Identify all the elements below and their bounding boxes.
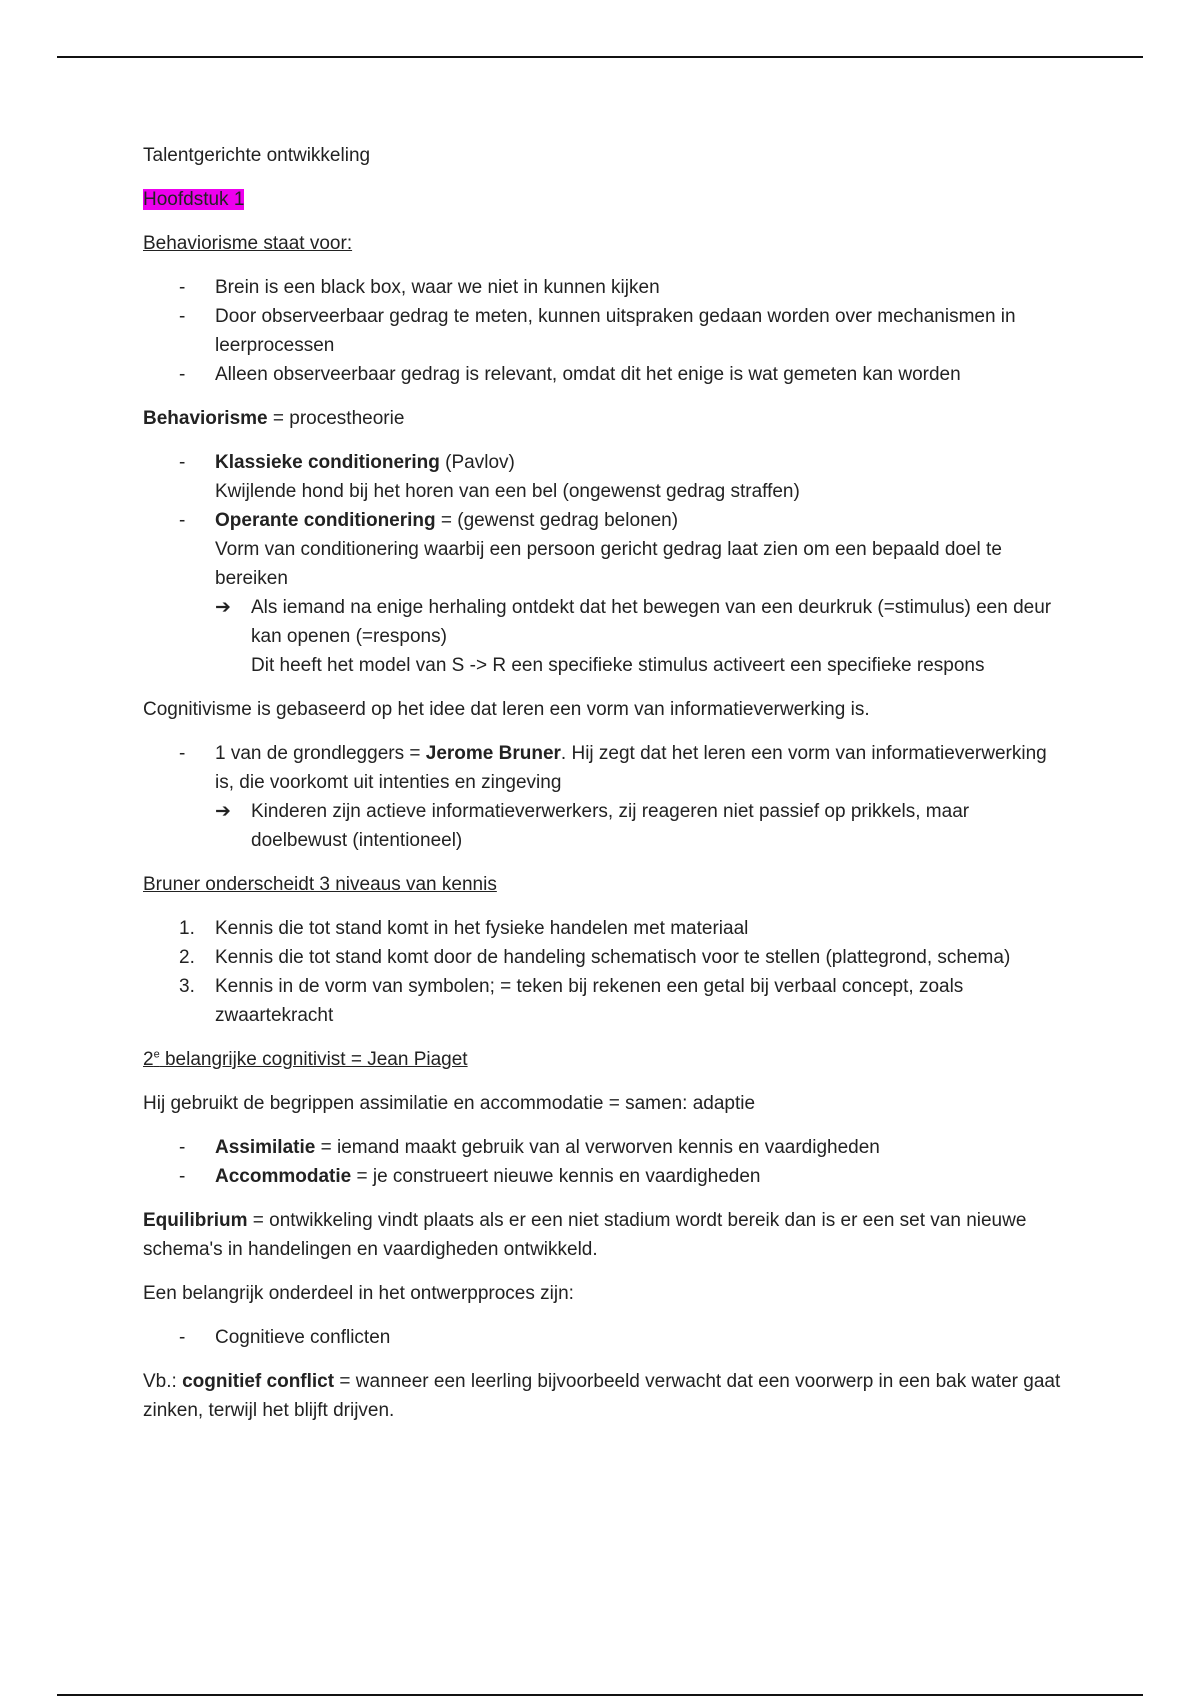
dash-bullet: - [179,364,186,385]
term: Operante conditionering [215,510,436,531]
list-item: - Brein is een black box, waar we niet in kunnen kijken [143,273,1063,302]
list-item: - Assimilatie = iemand maakt gebruik van al verworven kennis en vaardigheden [143,1133,1063,1162]
arrow-icon: ➔ [215,801,231,822]
header-rule [57,56,1143,58]
list-item: - Alleen observeerbaar gedrag is relevant, omdat dit het enige is wat gemeten kan worden [143,360,1063,389]
piaget-heading: 2e belangrijke cognitivist = Jean Piaget [143,1048,468,1070]
dash-bullet: - [179,1137,186,1158]
list-item: - Accommodatie = je construeert nieuwe kennis en vaardigheden [143,1162,1063,1191]
term: Accommodatie [215,1166,352,1187]
chapter-highlight: Hoofdstuk 1 [143,189,245,210]
adaptie-list [143,1133,1063,1191]
term: Behaviorisme [143,408,268,429]
arrow-icon: ➔ [215,597,231,618]
dash-bullet: - [179,277,186,298]
dash-bullet: - [179,1166,186,1187]
behaviorisme-list [143,273,1063,389]
dash-bullet: - [179,306,186,327]
conditionering-list [143,448,1063,680]
list-item: - 1 van de grondleggers = Jerome Bruner. Hij zegt dat het leren een vorm van informatieverwerking is, die voorkomt uit intenties en zingeving ➔ Kinderen zijn actieve informatieverwerkers, zij reageren niet passief op prikkels, maar doelbewust (intentioneel) [143,739,1063,855]
dash-bullet: - [179,1327,186,1348]
piaget-intro: Hij gebruikt de begrippen assimilatie en accommodatie = samen: adaptie [143,1093,756,1114]
term: Jerome Bruner [425,743,561,764]
arrow-item: ➔ Kinderen zijn actieve informatieverwerkers, zij reageren niet passief op prikkels, maar doelbewust (intentioneel) [215,797,1063,855]
dash-bullet: - [179,743,186,764]
term: Klassieke conditionering [215,452,440,473]
example-line: Vb.: cognitief conflict = wanneer een leerling bijvoorbeeld verwacht dat een voorwerp in een bak water gaat zinken, terwijl het blijft drijven. [143,1371,1061,1421]
dash-bullet: - [179,510,186,531]
list-item-operant: - Operante conditionering = (gewenst gedrag belonen) Vorm van conditionering waarbij een persoon gericht gedrag laat zien om een bepaald doel te bereiken ➔ Als iemand na enige herhaling ontdekt dat het bewegen van een deurkruk (=stimulus) een deur kan openen (=respons) Dit heeft het model van S -> R een specifieke stimulus activeert een specifieke respons [143,506,1063,680]
term: Equilibrium [143,1210,248,1231]
dash-bullet: - [179,452,186,473]
procestheorie-line: Behaviorisme = procestheorie [143,408,405,429]
chapter-heading [143,185,1063,214]
footer-rule [57,1694,1143,1696]
document-body [143,141,1063,1440]
bruner-list [143,739,1063,855]
list-item: 3. Kennis in de vorm van symbolen; = teken bij rekenen een getal bij verbaal concept, zoals zwaartekracht [179,976,964,1026]
ontwerp-line: Een belangrijk onderdeel in het ontwerpproces zijn: [143,1283,574,1304]
arrow-item: ➔ Als iemand na enige herhaling ontdekt dat het bewegen van een deurkruk (=stimulus) een deur kan openen (=respons) Dit heeft het model van S -> R een specifieke stimulus activeert een specifieke respons [215,593,1063,680]
list-item: - Door observeerbaar gedrag te meten, kunnen uitspraken gedaan worden over mechanismen in leerprocessen [143,302,1063,360]
term: cognitief conflict [182,1371,335,1392]
ontwerp-list [143,1323,1063,1352]
list-item-klassiek: - Klassieke conditionering (Pavlov) Kwijlende hond bij het horen van een bel (ongewenst gedrag straffen) [143,448,1063,506]
document-title: Talentgerichte ontwikkeling [143,145,371,166]
klassiek-desc: Kwijlende hond bij het horen van een bel (ongewenst gedrag straffen) [215,481,800,502]
levels-heading: Bruner onderscheidt 3 niveaus van kennis [143,874,497,895]
cognitivisme-line: Cognitivisme is gebaseerd op het idee dat leren een vorm van informatieverwerking is. [143,699,870,720]
levels-list [143,914,1063,1030]
term: Assimilatie [215,1137,316,1158]
list-item: 1. Kennis die tot stand komt in het fysieke handelen met materiaal [179,918,749,939]
equilibrium-line: Equilibrium = ontwikkeling vindt plaats als er een niet stadium wordt bereik dan is er een set van nieuwe schema's in handelingen en vaardigheden ontwikkeld. [143,1210,1027,1260]
list-item: 2. Kennis die tot stand komt door de handeling schematisch voor te stellen (plattegrond, schema) [179,947,1011,968]
operant-desc: Vorm van conditionering waarbij een persoon gericht gedrag laat zien om een bepaald doel te bereiken [215,539,1002,589]
list-item: - Cognitieve conflicten [143,1323,1063,1352]
behaviorisme-heading: Behaviorisme staat voor: [143,233,353,254]
